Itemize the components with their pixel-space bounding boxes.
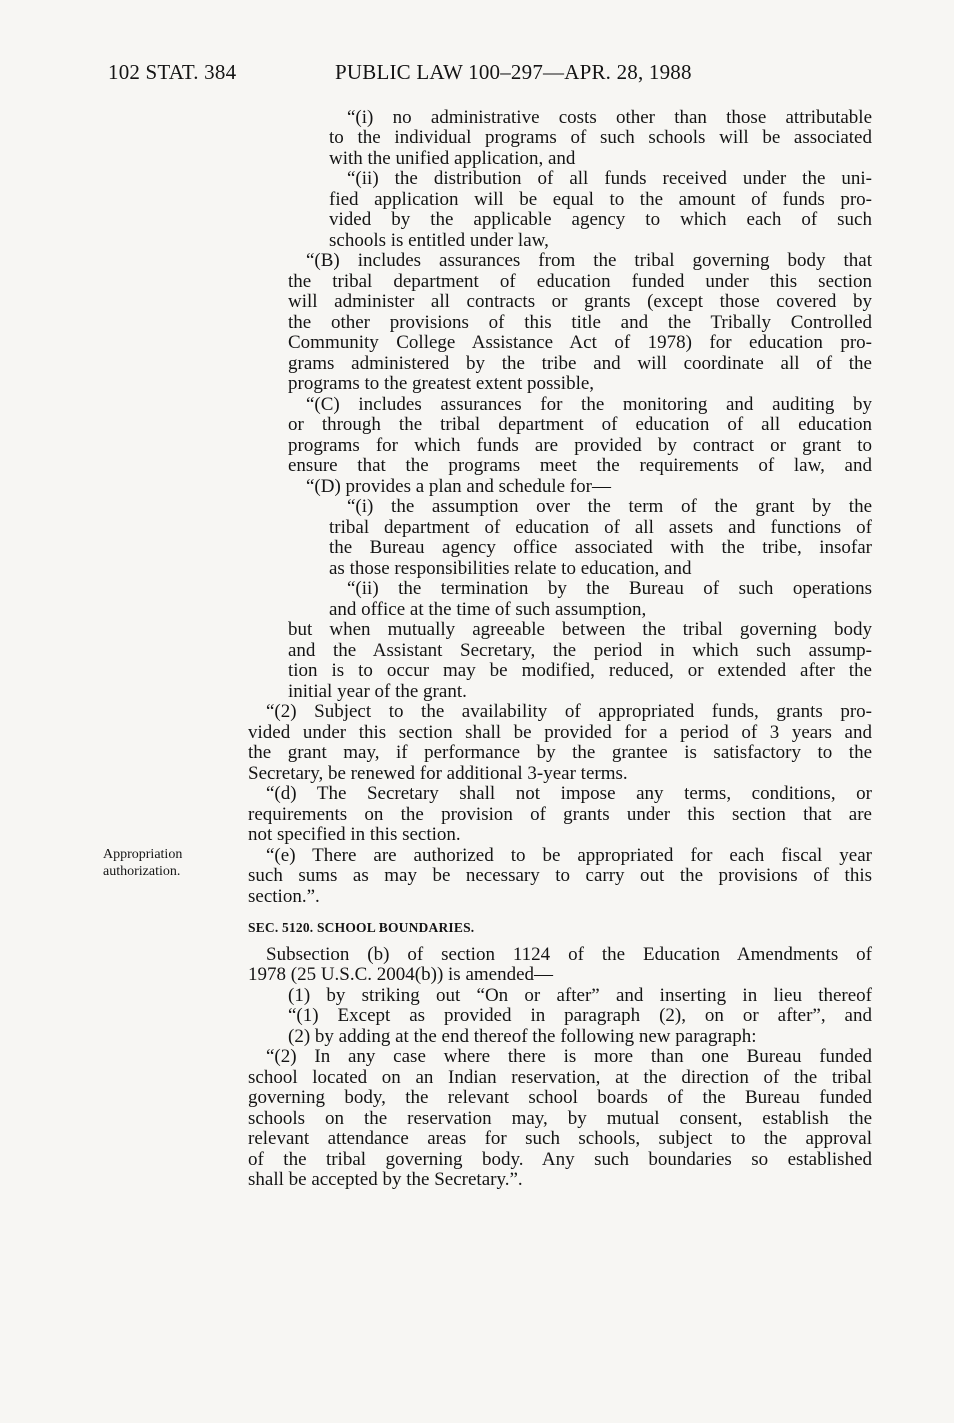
text-line: vided under this section shall be provided for a period of 3 years and [248,722,872,743]
text-line: and office at the time of such assumption, [329,599,647,620]
text-line: 1978 (25 U.S.C. 2004(b)) is amended— [248,964,554,985]
text-line: grams administered by the tribe and will coordinate all of the [288,353,872,374]
text-line: (1) by striking out “On or after” and inserting in lieu thereof [288,985,872,1006]
text-line: section.”. [248,886,320,907]
text-line: “(ii) the distribution of all funds received under the uni- [347,168,872,189]
text-line: to the individual programs of such schools will be associated [329,127,872,148]
statute-page-number: 102 STAT. 384 [108,60,237,84]
text-line: Secretary, be renewed for additional 3-year terms. [248,763,628,784]
text-line: schools on the reservation may, by mutual consent, establish the [248,1108,872,1129]
text-line: will administer all contracts or grants (except those covered by [288,291,872,312]
text-line: “(D) provides a plan and schedule for— [306,476,611,497]
text-line: the tribal department of education funded under this section [288,271,872,292]
margin-note-line-2: authorization. [103,864,181,879]
text-line: school located on an Indian reservation, at the direction of the tribal [248,1067,872,1088]
text-line: such sums as may be necessary to carry out the provisions of this [248,865,872,886]
text-line: fied application will be equal to the amount of funds pro- [329,189,872,210]
text-line: “(i) the assumption over the term of the grant by the [347,496,872,517]
text-line: and the Assistant Secretary, the period in which such assump- [288,640,872,661]
text-line: of the tribal governing body. Any such boundaries so established [248,1149,872,1170]
text-line: “(B) includes assurances from the tribal governing body that [306,250,872,271]
text-line: “(2) In any case where there is more than one Bureau funded [266,1046,872,1067]
text-line: “(2) Subject to the availability of appropriated funds, grants pro- [266,701,872,722]
text-line: programs to the greatest extent possible, [288,373,595,394]
text-line: ensure that the programs meet the requirements of law, and [288,455,872,476]
text-line: or through the tribal department of education of all education [288,414,872,435]
text-line: vided by the applicable agency to which each of such [329,209,872,230]
text-line: relevant attendance areas for such schools, subject to the approval [248,1128,872,1149]
text-line: with the unified application, and [329,148,576,169]
text-line: programs for which funds are provided by contract or grant to [288,435,872,456]
text-line: but when mutually agreeable between the tribal governing body [288,619,872,640]
text-line: (2) by adding at the end thereof the following new paragraph: [288,1026,757,1047]
text-line: “(e) There are authorized to be appropriated for each fiscal year [266,845,872,866]
section-heading: SEC. 5120. SCHOOL BOUNDARIES. [248,920,475,935]
text-line: “(d) The Secretary shall not impose any terms, conditions, or [266,783,872,804]
text-line: Community College Assistance Act of 1978) for education pro- [288,332,872,353]
public-law-title: PUBLIC LAW 100–297—APR. 28, 1988 [335,60,692,84]
text-line: “(C) includes assurances for the monitoring and auditing by [306,394,872,415]
text-line: requirements on the provision of grants under this section that are [248,804,872,825]
text-line: Subsection (b) of section 1124 of the Education Amendments of [266,944,872,965]
text-line: schools is entitled under law, [329,230,549,251]
text-line: governing body, the relevant school boards of the Bureau funded [248,1087,872,1108]
text-line: “(1) Except as provided in paragraph (2), on or after”, and [288,1005,872,1026]
text-line: the Bureau agency office associated with the tribe, insofar [329,537,872,558]
text-line: “(i) no administrative costs other than those attributable [347,107,872,128]
text-line: as those responsibilities relate to education, and [329,558,692,579]
text-line: tribal department of education of all assets and functions of [329,517,872,538]
text-line: shall be accepted by the Secretary.”. [248,1169,523,1190]
text-line: the grant may, if performance by the grantee is satisfactory to the [248,742,872,763]
text-line: “(ii) the termination by the Bureau of such operations [347,578,872,599]
text-line: initial year of the grant. [288,681,467,702]
margin-note-line-1: Appropriation [103,847,183,862]
text-line: the other provisions of this title and the Tribally Controlled [288,312,872,333]
text-line: not specified in this section. [248,824,461,845]
text-line: tion is to occur may be modified, reduced, or extended after the [288,660,872,681]
